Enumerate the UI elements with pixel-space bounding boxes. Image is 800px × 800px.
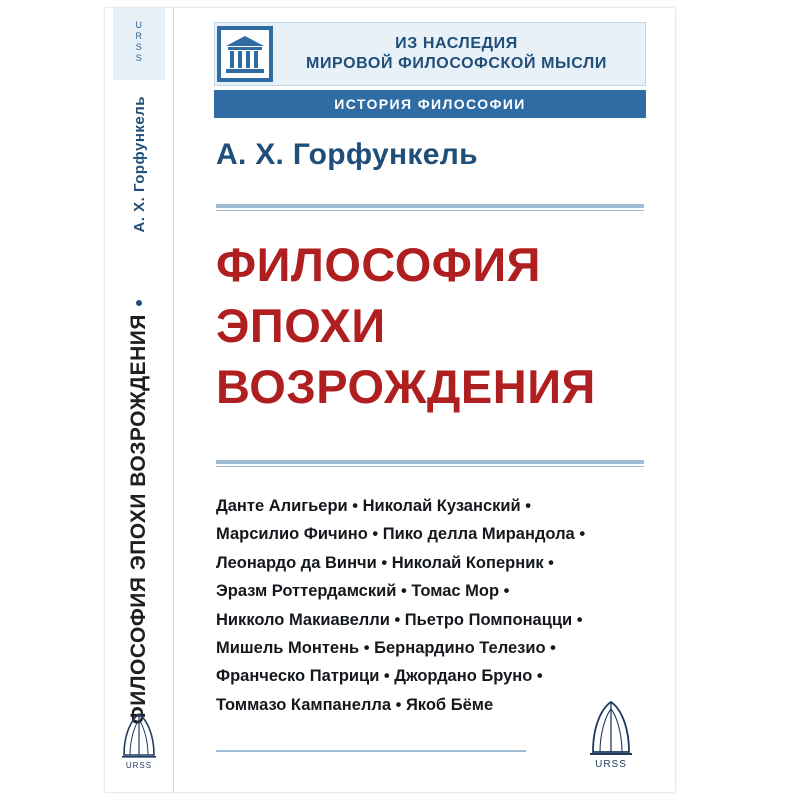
title-line-2: ЭПОХИ (216, 299, 386, 353)
series-banner (214, 22, 646, 86)
book-spine (105, 8, 174, 792)
list-item: Эразм Роттердамский • Томас Мор • (216, 582, 510, 601)
series-line-2: МИРОВОЙ ФИЛОСОФСКОЙ МЫСЛИ (306, 55, 607, 72)
svg-text:S: S (135, 42, 143, 52)
list-item: Томмазо Кампанелла • Якоб Бёме (216, 695, 494, 714)
title-line-1: ФИЛОСОФИЯ (216, 238, 541, 291)
list-item: Данте Алигьери • Николай Кузанский • (216, 497, 532, 515)
svg-text:R: R (135, 31, 143, 41)
svg-text:S: S (135, 53, 143, 63)
front-publisher-label: URSS (595, 759, 627, 770)
philosopher-list (216, 492, 656, 719)
spine-author-text: А. Х. Горфункель (130, 96, 148, 233)
spine-separator-dot (136, 300, 142, 306)
author-name: А. Х. Горфункель (216, 138, 478, 171)
list-item: Франческо Патрици • Джордано Бруно • (216, 667, 543, 686)
front-cover (174, 8, 675, 792)
book-title (216, 234, 656, 417)
list-item: Марсилио Фичино • Пико делла Мирандола • (216, 525, 586, 544)
spine-publisher-logo-icon (119, 16, 159, 72)
front-publisher (579, 699, 643, 770)
svg-text:U: U (135, 20, 143, 30)
list-item: Мишель Монтень • Бернардино Телезио • (216, 638, 556, 657)
spine-title (105, 314, 173, 725)
spine-publisher-label: URSS (125, 761, 153, 770)
series-subtitle-text: ИСТОРИЯ ФИЛОСОФИИ (334, 96, 526, 112)
divider-bottom (216, 460, 644, 467)
series-title (274, 34, 645, 74)
urss-logo-icon (118, 711, 160, 759)
spine-publisher (115, 711, 163, 770)
temple-emblem-icon (216, 25, 274, 83)
spine-title-text: ФИЛОСОФИЯ ЭПОХИ ВОЗРОЖДЕНИЯ (127, 314, 150, 725)
list-item: Никколо Макиавелли • Пьетро Помпонацци • (216, 610, 583, 629)
series-subtitle-band (214, 90, 646, 118)
divider-footer (216, 750, 526, 752)
list-item: Леонардо да Винчи • Николай Коперник • (216, 553, 554, 572)
urss-logo-icon (585, 699, 637, 757)
divider-top (216, 204, 644, 211)
title-line-3: ВОЗРОЖДЕНИЯ (216, 360, 596, 414)
spine-author (105, 96, 173, 296)
series-line-1: ИЗ НАСЛЕДИЯ (395, 35, 518, 52)
